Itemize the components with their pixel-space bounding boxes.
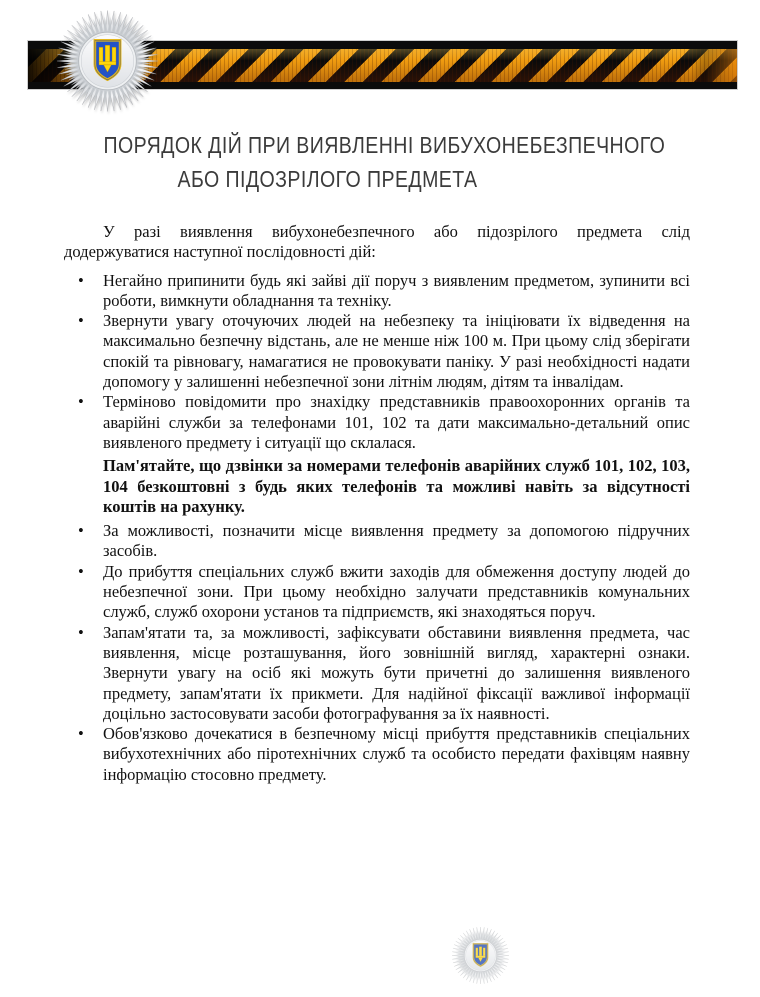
list-item: • Обов'язково дочекатися в безпечному місці прибуття представників спеціальних вибухотехнічних або піротехнічних служб та особисто передати фахівцям наявну інформацію стосовно предмету. (64, 724, 690, 785)
page-title-line2: АБО ПІДОЗРІЛОГО ПРЕДМЕТА (177, 166, 478, 192)
police-badge-footer-icon (452, 925, 509, 986)
list-item: • Негайно припинити будь які зайві дії поруч з виявленим предметом, зупинити всі роботи, вимкнути обладнання та техніку. (64, 271, 690, 312)
list-item: • Терміново повідомити про знахідку представників правоохоронних органів та аварійні служби за телефонами 101, 102 та дати максимально-детальний опис виявленого предмету і ситуації що склалася. (64, 392, 690, 453)
list-item: • Запам'ятати та, за можливості, зафіксувати обставини виявлення предмета, час виявлення, місце розташування, його зовнішній вигляд, характерні ознаки. Звернути увагу на осіб які можуть бути причетні до залишення виявленого предмету, запам'ятати їх прикмети. Для надійної фіксації важливої інформації доцільно застосовувати засоби фотографування за їх наявності. (64, 623, 690, 724)
bullet-list-top (64, 271, 690, 454)
page-title-line1: ПОРЯДОК ДІЙ ПРИ ВИЯВЛЕННІ ВИБУХОНЕБЕЗПЕЧНОГО (103, 132, 666, 158)
intro-paragraph: У разі виявлення вибухонебезпечного або підозрілого предмета слід додержуватися наступної послідовності дій: (64, 222, 690, 262)
list-item: • За можливості, позначити місце виявлення предмету за допомогою підручних засобів. (64, 521, 690, 562)
list-item: • До прибуття спеціальних служб вжити заходів для обмеження доступу людей до небезпечної зони. При цьому необхідно залучати представників комунальних служб, служб охорони установ та підприємств, які знаходяться поруч. (64, 562, 690, 623)
emergency-numbers-note: Пам'ятайте, що дзвінки за номерами телефонів аварійних служб 101, 102, 103, 104 безкоштовні з будь яких телефонів та можливі навіть за відсутності коштів на рахунку. (103, 456, 690, 516)
page-title (64, 128, 666, 196)
list-item: • Звернути увагу оточуючих людей на небезпеку та ініціювати їх відведення на максимально безпечну відстань, але не менше ніж 100 м. При цьому слід зберігати спокій та рівновагу, намагатися не провокувати паніку. У разі необхідності надати допомогу у залишенні небезпечної зони літнім людям, дітям та інвалідам. (64, 311, 690, 392)
bullet-list-bottom (64, 521, 690, 785)
body-column (64, 222, 690, 785)
